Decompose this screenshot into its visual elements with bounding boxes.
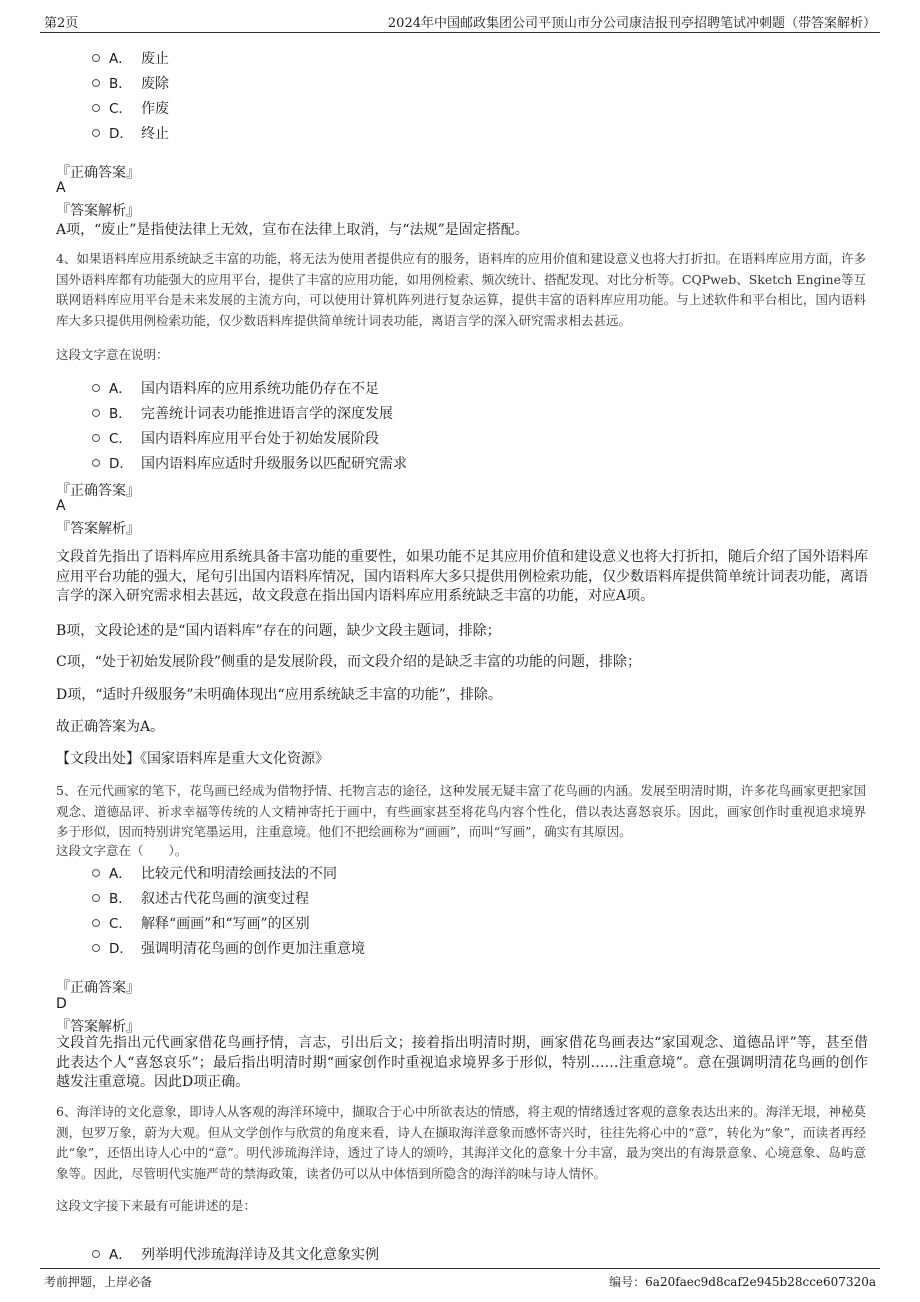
- q4-analysis-c: C项，“处于初始发展阶段”侧重的是发展阶段，而文段介绍的是缺乏丰富的功能的问题，排除；: [56, 654, 642, 670]
- q3-answer: A: [56, 180, 66, 196]
- q6-prompt: 这段文字接下来最有可能讲述的是：: [56, 1198, 257, 1213]
- q3-option-a[interactable]: A． 废止: [92, 47, 169, 68]
- q4-analysis-text: 文段首先指出了语料库应用系统具备丰富功能的重要性，如果功能不足其应用价值和建设意义也将大打折扣，随后介绍了国外语料库应用平台功能的强大，尾句引出国内语料库情况，国内语料库大多只提供用例检索功能，仅少数语料库提供简单统计词表功能，离语言学的深入研究需求相去甚远，故文段意在指出国内语料库应用系统缺乏丰富的功能，对应A项。: [56, 549, 868, 604]
- q4-conclusion: 故正确答案为A。: [56, 719, 165, 735]
- radio-icon[interactable]: [92, 869, 100, 877]
- q4-option-b[interactable]: B． 完善统计词表功能推进语言学的深度发展: [92, 402, 393, 423]
- q5-analysis-label: 『答案解析』: [56, 1019, 140, 1035]
- q4-prompt: 这段文字意在说明：: [56, 347, 169, 362]
- q6-question: 6、海洋诗的文化意象，即诗人从客观的海洋环境中，撷取合于心中所欲表达的情感，将主观的情绪透过客观的意象表达出来的。海洋无垠，神秘莫测，包罗万象，蔚为大观。但从文学创作与欣赏的角度来看，诗人在撷取海洋意象而感怀寄兴时，往往先将心中的“意”，转化为“象”，而读者再经此“象”，还悟出诗人心中的“意”。明代涉琉海洋诗，透过了诗人的颂吟，其海洋文化的意象十分丰富，最为突出的有海景意象、心境意象、岛屿意象等。因此，尽管明代实施严苛的禁海政策，读者仍可以从中体悟到所隐含的海洋韵味与诗人情怀。: [56, 1104, 866, 1181]
- radio-icon[interactable]: [92, 54, 100, 62]
- radio-icon[interactable]: [92, 459, 100, 467]
- q4-answer: A: [56, 498, 66, 514]
- q4-option-a[interactable]: A． 国内语料库的应用系统功能仍存在不足: [92, 377, 379, 398]
- radio-icon[interactable]: [92, 384, 100, 392]
- radio-icon[interactable]: [92, 434, 100, 442]
- q5-option-a[interactable]: A． 比较元代和明清绘画技法的不同: [92, 862, 337, 883]
- q4-option-c[interactable]: C． 国内语料库应用平台处于初始发展阶段: [92, 427, 379, 448]
- q4-option-d[interactable]: D． 国内语料库应适时升级服务以匹配研究需求: [92, 452, 407, 473]
- q4-source: 【文段出处】《国家语料库是重大文化资源》: [56, 751, 329, 767]
- q4-analysis-b: B项，文段论述的是“国内语料库”存在的问题，缺少文段主题词，排除；: [56, 623, 501, 639]
- document-title: 2024年中国邮政集团公司平顶山市分公司康洁报刊亭招聘笔试冲刺题（带答案解析）: [387, 16, 876, 31]
- q5-answer-label: 『正确答案』: [56, 980, 140, 996]
- radio-icon[interactable]: [92, 79, 100, 87]
- page-number: 第2页: [44, 16, 79, 31]
- q5-answer: D: [56, 996, 67, 1012]
- q5-option-c[interactable]: C． 解释“画画”和“写画”的区别: [92, 912, 310, 933]
- radio-icon[interactable]: [92, 409, 100, 417]
- radio-icon[interactable]: [92, 104, 100, 112]
- radio-icon[interactable]: [92, 919, 100, 927]
- q4-analysis-d: D项，“适时升级服务”未明确体现出“应用系统缺乏丰富的功能”，排除。: [56, 687, 502, 703]
- q5-question: 5、在元代画家的笔下，花鸟画已经成为借物抒情、托物言志的途径，这种发展无疑丰富了花鸟画的内涵。发展至明清时期，许多花鸟画家更把家国观念、道德品评、祈求幸福等传统的人文精神寄托于画中，有些画家甚至将花鸟内容个性化，借以表达喜怒哀乐。因此，画家创作时重视追求境界多于形似，因而特别讲究笔墨运用，注重意境。他们不把绘画称为“画画”，而叫“写画”，确实有其原因。: [56, 783, 866, 839]
- q3-analysis: A项，“废止”是指使法律上无效，宣布在法律上取消，与“法规”是固定搭配。: [56, 222, 529, 238]
- radio-icon[interactable]: [92, 1250, 100, 1258]
- q4-answer-label: 『正确答案』: [56, 483, 140, 499]
- page-header: [40, 10, 880, 33]
- q5-option-d[interactable]: D． 强调明清花鸟画的创作更加注重意境: [92, 937, 365, 958]
- q3-option-b[interactable]: B． 废除: [92, 72, 169, 93]
- q5-analysis: 文段首先指出元代画家借花鸟画抒情，言志，引出后文；接着指出明清时期，画家借花鸟画表达“家国观念、道德品评”等，甚至借此表达个人“喜怒哀乐”；最后指出明清时期“画家创作时重视追求境界多于形似，特别……注重意境”。意在强调明清花鸟画的创作越发注重意境。因此D项正确。: [56, 1035, 868, 1090]
- page-footer: [40, 1268, 880, 1293]
- radio-icon[interactable]: [92, 944, 100, 952]
- q5-option-b[interactable]: B． 叙述古代花鸟画的演变过程: [92, 887, 309, 908]
- q3-option-d[interactable]: D． 终止: [92, 122, 169, 143]
- q4-question: 4、如果语料库应用系统缺乏丰富的功能，将无法为使用者提供应有的服务，语料库的应用价值和建设意义也将大打折扣。在语料库应用方面，许多国外语料库都有功能强大的应用平台，提供了丰富的应用功能，如用例检索、频次统计、搭配发现、对比分析等。CQPweb、Sketch Engine等互联网语料库应用平台是未来发展的主流方向，可以使用计算机阵列进行复杂运算，提供丰富的语料库应用功能。与上述软件和平台相比，国内语料库大多只提供用例检索功能，仅少数语料库提供简单统计词表功能，离语言学的深入研究需求相去甚远。: [56, 251, 866, 328]
- q3-answer-label: 『正确答案』: [56, 165, 140, 181]
- q6-option-a[interactable]: A． 列举明代涉琉海洋诗及其文化意象实例: [92, 1243, 379, 1264]
- radio-icon[interactable]: [92, 129, 100, 137]
- radio-icon[interactable]: [92, 894, 100, 902]
- q4-analysis-label: 『答案解析』: [56, 521, 140, 537]
- footer-slogan: 考前押题，上岸必备: [44, 1275, 153, 1289]
- q3-analysis-label: 『答案解析』: [56, 203, 140, 219]
- q3-option-c[interactable]: C． 作废: [92, 97, 169, 118]
- q5-prompt: 这段文字意在（ ）。: [56, 843, 188, 858]
- document-id: 编号：6a20faec9d8caf2e945b28cce607320a: [609, 1275, 876, 1289]
